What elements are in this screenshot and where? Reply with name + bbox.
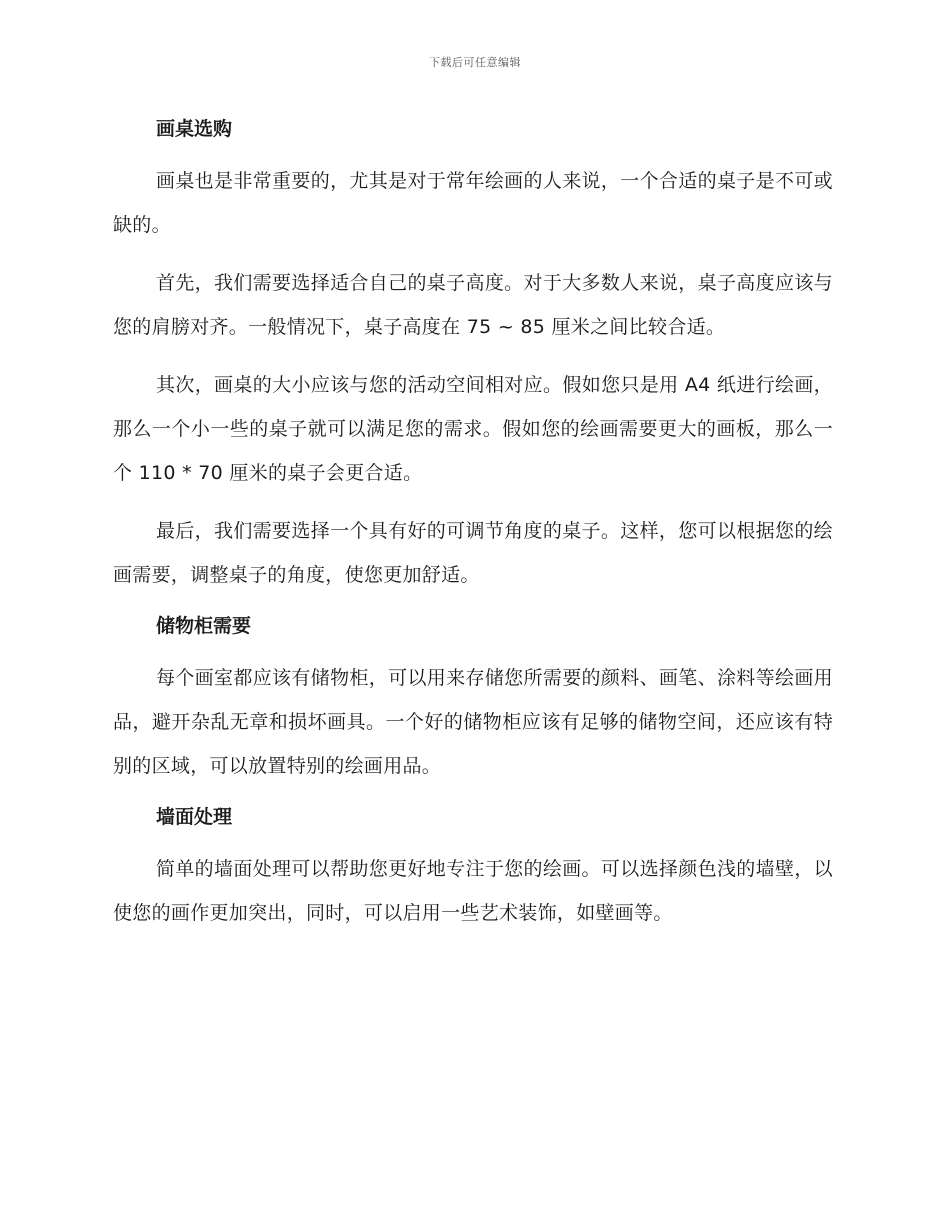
paragraph: 最后，我们需要选择一个具有好的可调节角度的桌子。这样，您可以根据您的绘画需要，调整桌子的角度，使您更加舒适。 — [113, 520, 833, 586]
paragraph: 画桌也是非常重要的，尤其是对于常年绘画的人来说，一个合适的桌子是不可或缺的。 — [113, 170, 833, 236]
page-header-note: 下载后可任意编辑 — [429, 56, 521, 69]
paragraph: 每个画室都应该有储物柜，可以用来存储您所需要的颜料、画笔、涂料等绘画用品，避开杂乱无章和损坏画具。一个好的储物柜应该有足够的储物空间，还应该有特别的区域，可以放置特别的绘画用品。 — [113, 667, 833, 777]
section-heading-desk: 画桌选购 — [156, 118, 233, 140]
paragraph: 简单的墙面处理可以帮助您更好地专注于您的绘画。可以选择颜色浅的墙壁，以使您的画作更加突出，同时，可以启用一些艺术装饰，如壁画等。 — [113, 858, 833, 924]
section-heading-storage: 储物柜需要 — [156, 615, 252, 637]
document-body — [113, 114, 833, 949]
section-heading-wall: 墙面处理 — [156, 806, 233, 828]
paragraph: 其次，画桌的大小应该与您的活动空间相对应。假如您只是用 A4 纸进行绘画，那么一个小一些的桌子就可以满足您的需求。假如您的绘画需要更大的画板，那么一个 110 * 70 厘米的桌子会更合适。 — [113, 374, 833, 484]
paragraph: 首先，我们需要选择适合自己的桌子高度。对于大多数人来说，桌子高度应该与您的肩膀对齐。一般情况下，桌子高度在 75 ~ 85 厘米之间比较合适。 — [113, 272, 833, 338]
